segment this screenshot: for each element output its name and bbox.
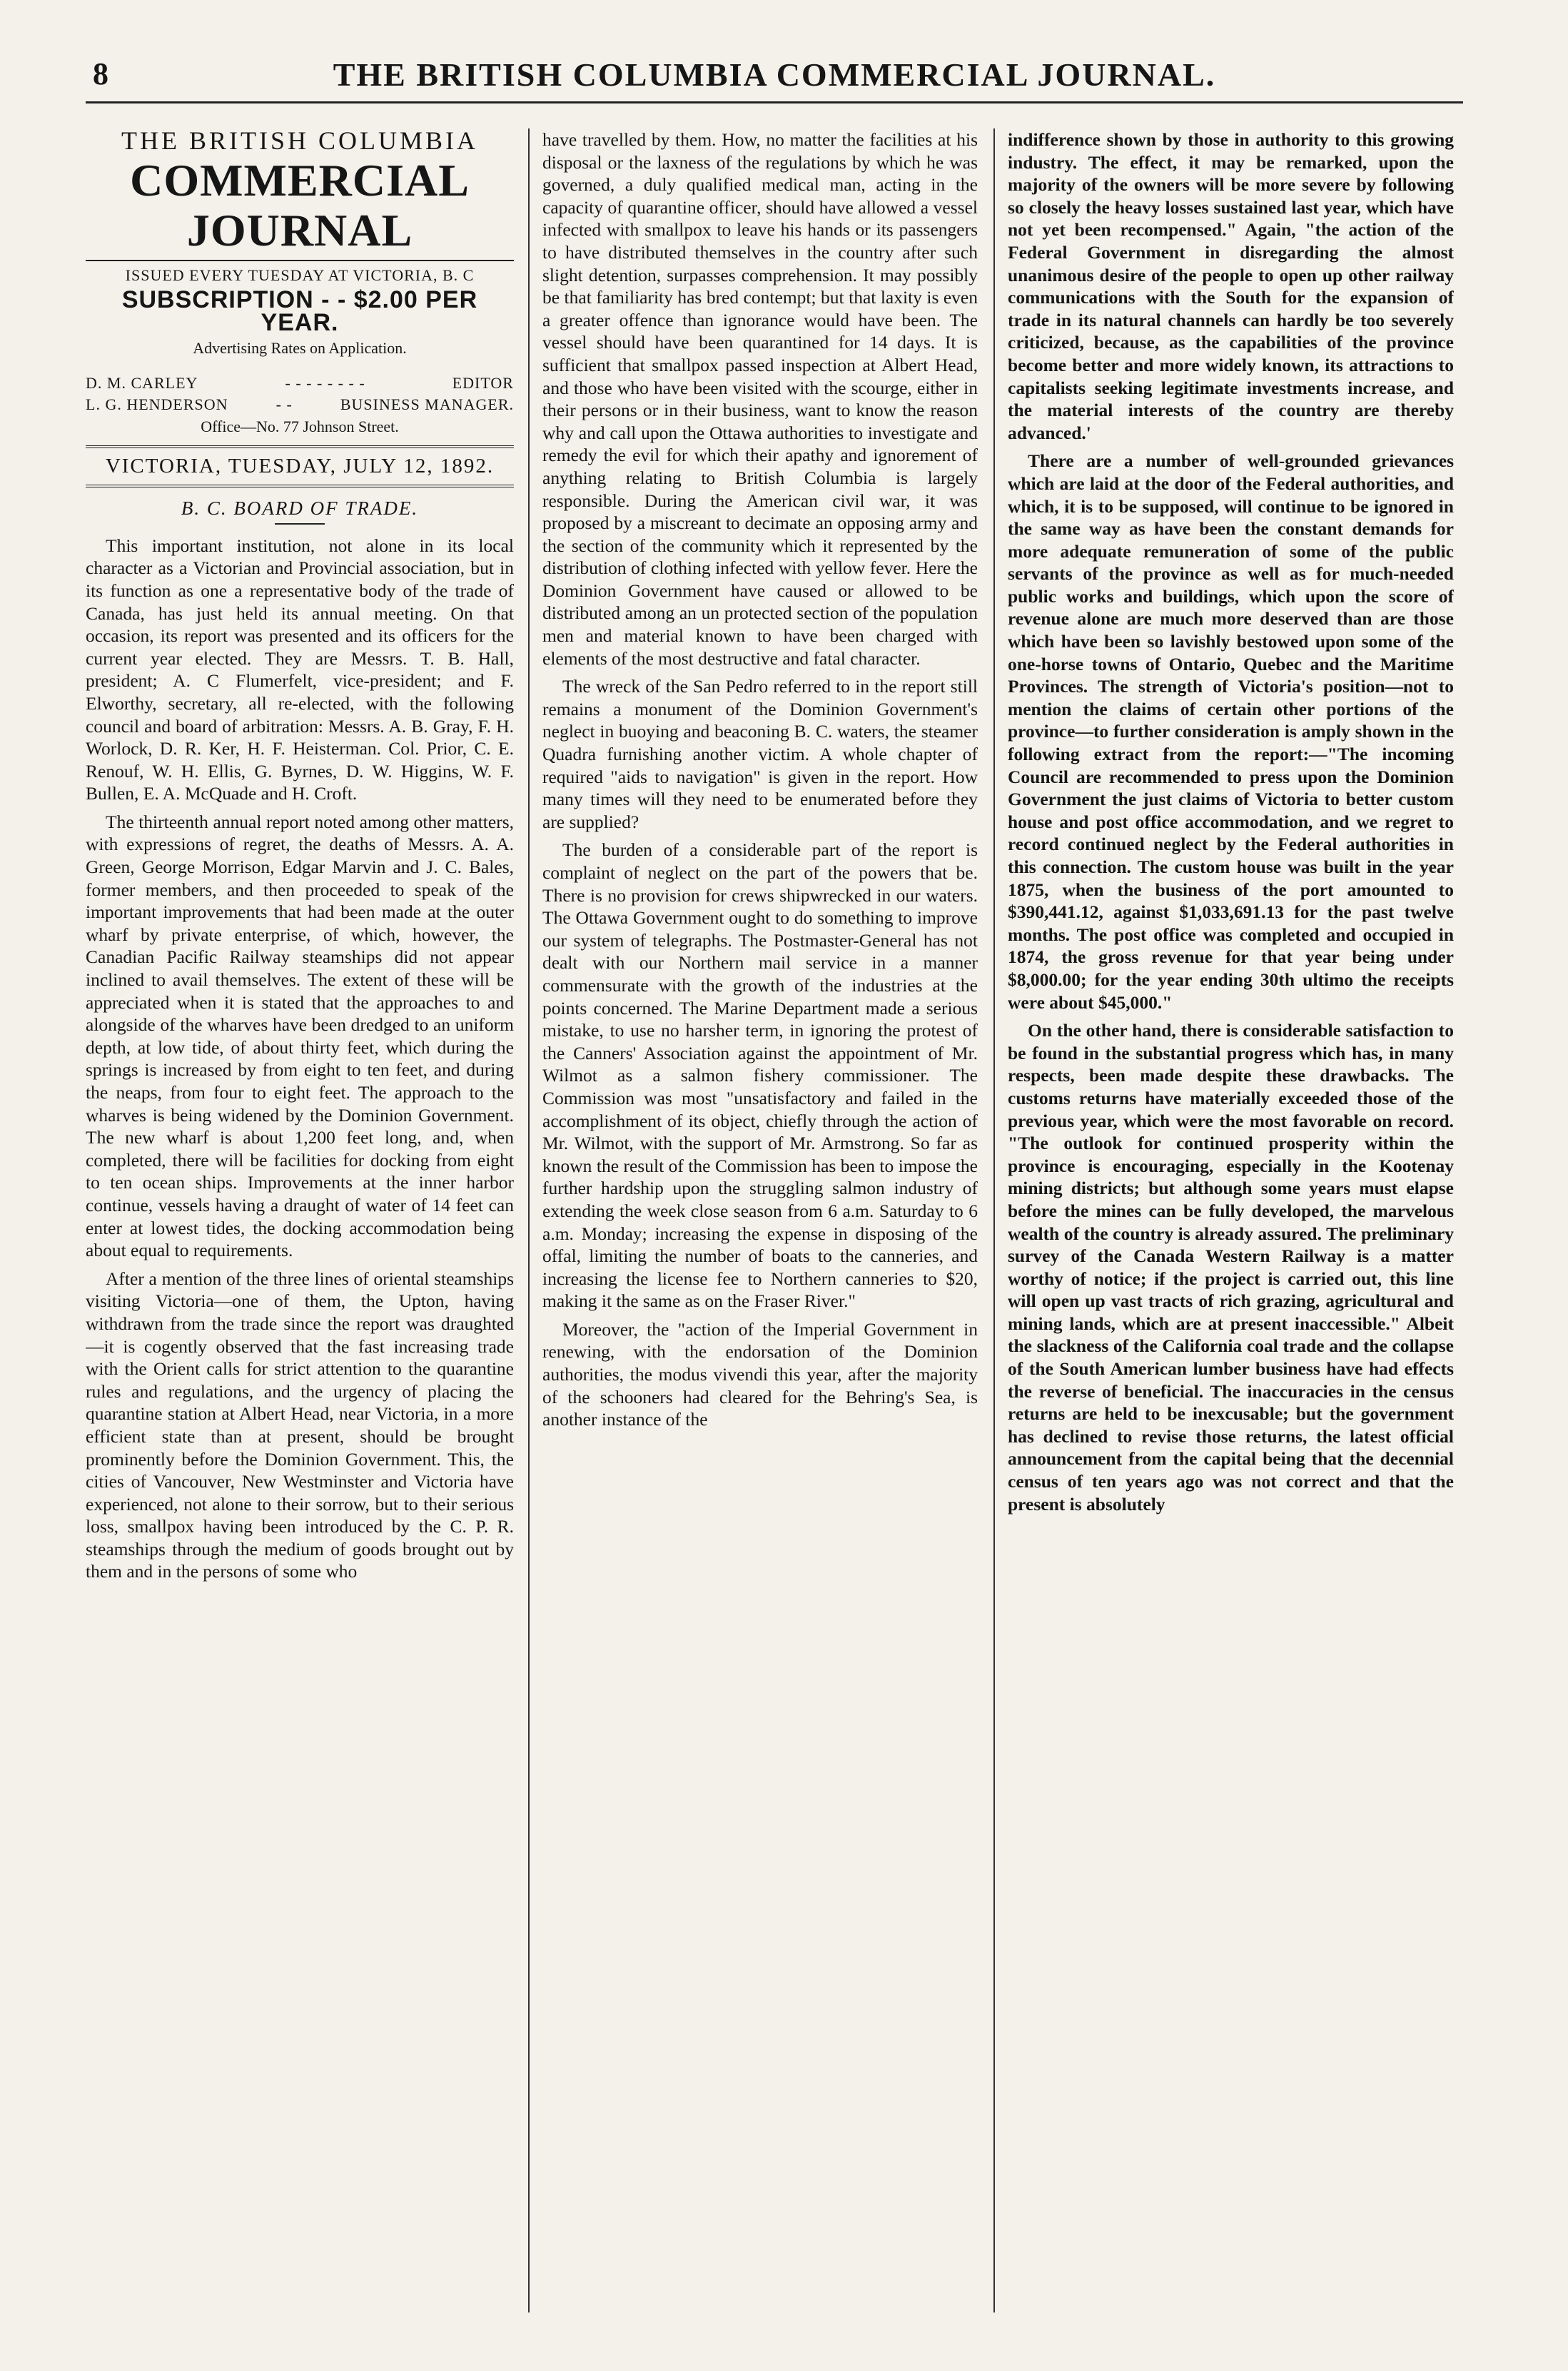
dateline: VICTORIA, TUESDAY, JULY 12, 1892.	[105, 454, 495, 477]
article-paragraph: On the other hand, there is considerable satisfaction to be found in the substantial progress which has, in many respects, been made despite these drawbacks. The customs returns have materially exceeded those of the previous year, which were the most favorable on record. "The outlook for continued prosperity within the province is encouraging, especially in the Kootenay mining districts; but although some years must elapse before the mines can be fully developed, the marvelous wealth of the country is already assured. The preliminary survey of the Canada Western Railway is a matter worthy of notice; if the project is carried out, this line will open up vast tracts of rich grazing, agricultural and mining lands, which are at present inaccessible." Albeit the slackness of the California coal trade and the collapse of the South American lumber business have had effects the reverse of beneficial. The inaccuracies in the census returns are held to be inexcusable; but the government has declined to revise those returns, the latest official announcement from the capital being that the decennial census of ten years ago was not correct and that the present is absolutely	[1008, 1020, 1454, 1515]
staff-dots: - -	[275, 395, 293, 413]
staff-manager	[86, 394, 514, 415]
masthead-title: COMMERCIAL JOURNAL	[130, 154, 470, 256]
staff-name: L. G. HENDERSON	[86, 395, 228, 413]
article-paragraph: The thirteenth annual report noted among other matters, with expressions of regret, the deaths of Messrs. A. A. Green, George Morrison, Edgar Marvin and J. C. Bales, former members, and then proceeded to speak of the important improvements that had been made at the outer wharf by private enterprise, of which, however, the Canadian Pacific Railway steamships did not appear inclined to avail themselves. The extent of these will be appreciated when it is stated that the approaches to and alongside of the wharves have been dredged to an uniform depth, at low tide, of about thirty feet, which during the springs is increased by from eight to ten feet, and during the neaps, from four to eight feet. The approach to the wharves is being widened by the Dominion Government. The new wharf is about 1,200 feet long, and, when completed, there will be facilities for docking from eight to ten ocean ships. Improvements at the inner harbor continue, vessels having a draught of water of 14 feet can enter at lowest tides, the docking accommodation being about equal to requirements.	[86, 811, 514, 1261]
staff-dots: - - - - - - - -	[285, 373, 365, 392]
article-paragraph: The burden of a considerable part of the report is complaint of neglect on the part of the powers that be. There is no provision for crews shipwrecked in our waters. The Ottawa Government ought to do something to improve our system of telegraphs. The Postmaster-General has not dealt with our Northern mail service in a manner commensurate with the growth of the industries at the points concerned. The Marine Department made a serious mistake, to use no harsher term, in ignoring the protest of the Canners' Association against the appointment of Mr. Wilmot as a salmon fishery commissioner. The Commission was most "unsatisfactory and failed in the accomplishment of its object, chiefly through the action of Mr. Wilmot, with the support of Mr. Armstrong. So far as known the result of the Commission has been to impose the further hardship upon the struggling salmon industry of extending the week close season from 6 a.m. Saturday to 6 a.m. Monday; increasing the expense in disposing of the offal, limiting the number of boats to the canneries, and increasing the license fee to Northern canneries to $20, making it the same as on the Fraser River."	[542, 839, 978, 1312]
article-paragraph: have travelled by them. How, no matter the facilities at his disposal or the laxness of the regulations by which he was governed, a duly qualified medical man, acting in the capacity of quarantine officer, should have allowed a vessel infected with smallpox to leave his hands or its passengers to have distributed themselves in the country after such slight detention, surpasses comprehension. It may possibly be that familiarity has bred contempt; but that laxity is even a greater offence than ignorance would have been. The vessel should have been quarantined for 14 days. It is sufficient that smallpox passed inspection at Albert Head, and those who have been visited with the scourge, either in their persons or in their business, want to know the reason why and call upon the Ottawa authorities to investigate and remedy the evil for which their apathy and ignorement of anything relating to British Columbia is largely responsible. During the American civil war, it was proposed by a miscreant to decimate an opposing army and the section of the community which it represented by the distribution of clothing infected with yellow fever. Here the Dominion Government have caused or allowed to be distributed among an un protected section of the population men and material known to have been charged with elements of the most destructive and fatal character.	[542, 129, 978, 669]
running-head	[86, 56, 1463, 98]
article-paragraph: indifference shown by those in authority to this growing industry. The effect, it may be remarked, upon the majority of the owners will be more severe by following so closely the heavy losses sustained last year, which have not yet been recompensed." Again, "the action of the Federal Government in disregarding the almost unanimous desire of the people to open up other railway communications with the South for the expansion of trade in its natural channels can hardly be too severely criticized, because, as the capabilities of the province become better and more widely known, its attractions to capitalists seeking legitimate investments increase, and the material interests of the country are thereby advanced.'	[1008, 129, 1454, 443]
title-rule	[275, 523, 325, 525]
masthead-issued: ISSUED EVERY TUESDAY AT VICTORIA, B. C	[125, 266, 475, 284]
masthead	[86, 130, 514, 487]
page-number: 8	[93, 56, 108, 91]
masthead-rule	[86, 260, 514, 261]
article-paragraph: After a mention of the three lines of oriental steamships visiting Victoria—one of them, the Upton, having withdrawn from the trade since the report was draughted—it is cogently observed that the fast increasing trade with the Orient calls for strict attention to the quarantine rules and regulations, and the urgency of placing the quarantine station at Albert Head, near Victoria, in a more efficient state than at present, should be brought prominently before the Dominion Government. This, the cities of Vancouver, New Westminster and Victoria have experienced, not alone to their sorrow, but to their serious loss, smallpox having been introduced by the C. P. R. steamships through the medium of goods brought out by them and in the persons of some who	[86, 1268, 514, 1582]
article-paragraph: This important institution, not alone in its local character as a Victorian and Provincial association, but in its function as one a representative body of the trade of Canada, has just held its annual meeting. On that occasion, its report was presented and its officers for the current year elected. They are Messrs. T. B. Hall, president; A. C Flumerfelt, vice-president; and F. Elworthy, secretary, all re-elected, with the following council and board of arbitration: Messrs. A. B. Gray, F. H. Worlock, D. R. Ker, H. F. Heisterman. Col. Prior, C. E. Renouf, W. H. Ellis, G. Byrnes, D. W. Higgins, W. F. Bullen, E. A. McQuade and H. Croft.	[86, 535, 514, 804]
column-divider	[528, 128, 530, 2312]
column-2	[542, 128, 978, 2312]
newspaper-page	[86, 0, 1463, 2371]
staff-role: BUSINESS MANAGER.	[340, 395, 514, 413]
top-rule	[86, 101, 1463, 103]
staff-name: D. M. CARLEY	[86, 373, 198, 392]
masthead-line1: THE BRITISH COLUMBIA	[121, 128, 478, 155]
masthead-advertising: Advertising Rates on Application.	[193, 339, 407, 358]
article-paragraph: Moreover, the "action of the Imperial Government in renewing, with the endorsation of the Dominion authorities, the modus vivendi this year, after the majority of the schooners had cleared for the Behring's Sea, is another instance of the	[542, 1318, 978, 1430]
masthead-double-rule	[86, 445, 514, 448]
article-paragraph: The wreck of the San Pedro referred to in the report still remains a monument of the Dominion Government's neglect in buoying and beaconing B. C. waters, the steamer Quadra furnishing another victim. A whole chapter of required "aids to navigation" is given in the report. How many times will they need to be enumerated before they are supplied?	[542, 676, 978, 832]
masthead-office: Office—No. 77 Johnson Street.	[201, 417, 399, 435]
staff-editor	[86, 373, 514, 394]
masthead-subscription: SUBSCRIPTION - - $2.00 PER YEAR.	[121, 286, 478, 336]
article-paragraph: There are a number of well-grounded grievances which are laid at the door of the Federal authorities, and which, it is to be supposed, will continue to be ignored in the same way as have been the constant demands for more adequate remuneration of some of the public servants of the province as well as for much-needed public works and buildings, which upon the score of revenue alone are much more deserved than are those which have been so lavishly bestowed upon some of the one-horse towns of Ontario, Quebec and the Maritime Provinces. The strength of Victoria's position—not to mention the claims of certain other portions of the province—to further consideration is amply shown in the following extract from the report:—"The incoming Council are recommended to press upon the Dominion Government the just claims of Victoria to better custom house and post office accommodation, and we regret to record continued neglect by the Federal authorities in this connection. The custom house was built in the year 1875, when the business of the port amounted to $390,441.12, against $1,033,691.13 for the past twelve months. The post office was completed and occupied in 1874, the gross revenue for that year being under $8,000.00; for the year ending 30th ultimo the receipts were about $45,000."	[1008, 450, 1454, 1013]
staff-role: EDITOR	[452, 373, 514, 392]
column-divider	[993, 128, 995, 2312]
column-3	[1008, 128, 1454, 2312]
masthead-double-rule	[86, 485, 514, 487]
column-1	[86, 128, 514, 2312]
running-journal-name: THE BRITISH COLUMBIA COMMERCIAL JOURNAL.	[333, 56, 1216, 93]
article-title: B. C. BOARD OF TRADE.	[181, 497, 419, 520]
